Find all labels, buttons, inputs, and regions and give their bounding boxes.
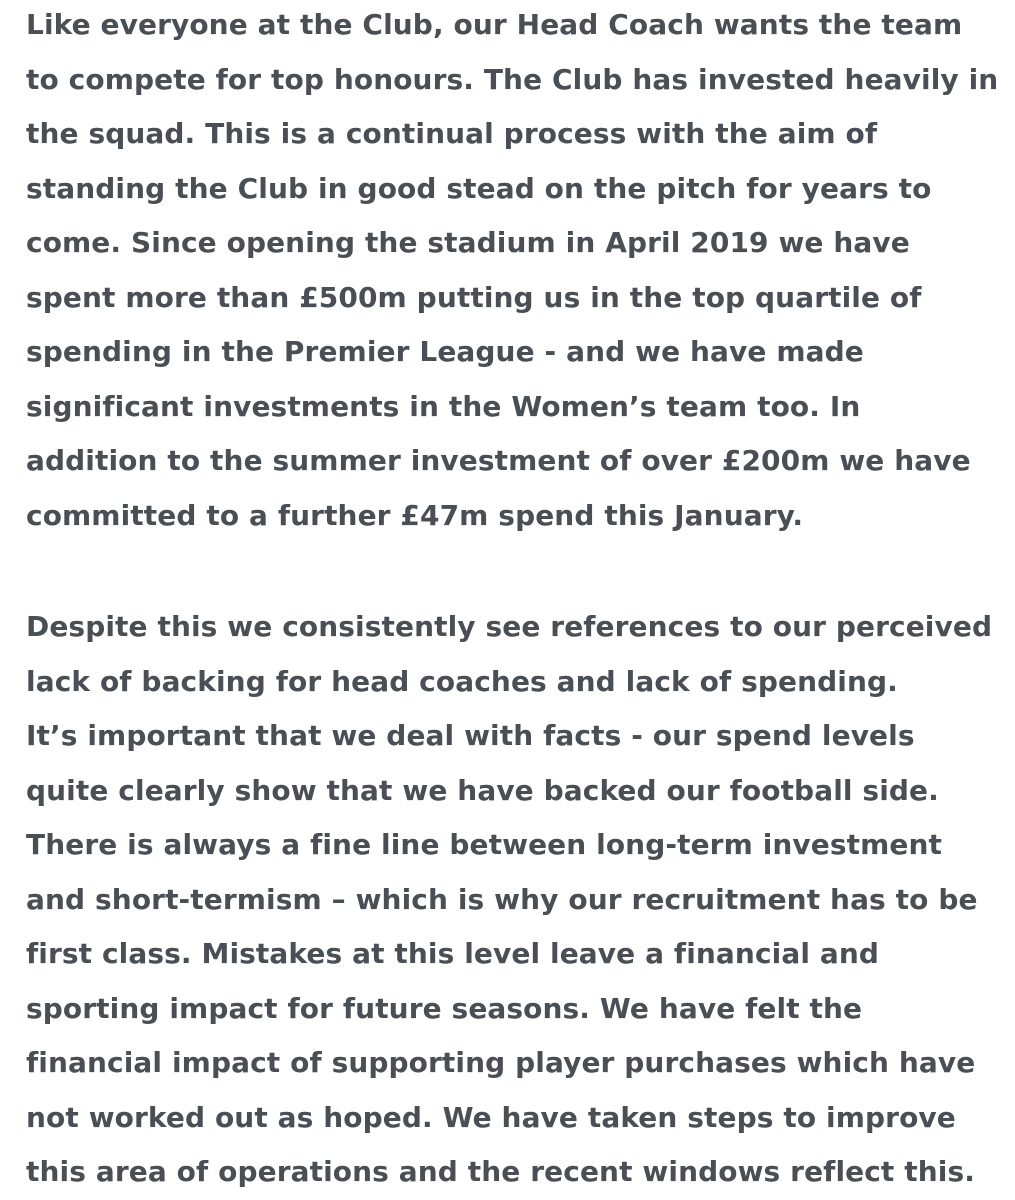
paragraph-spending-facts <box>26 600 1003 1200</box>
text-line: not worked out as hoped. We have taken steps to improve <box>26 1100 956 1134</box>
text-line: and short-termism – which is why our recruitment has to be <box>26 882 978 916</box>
text-line: There is always a fine line between long-term investment <box>26 828 942 861</box>
text-line: financial impact of supporting player purchases which have <box>26 1046 976 1079</box>
text-line: the squad. This is a continual process with the aim of <box>26 117 878 150</box>
text-line: first class. Mistakes at this level leave a financial and <box>26 937 880 970</box>
text-line: spending in the Premier League - and we have made <box>26 335 864 368</box>
text-line: It’s important that we deal with facts - our spend levels <box>26 719 915 752</box>
text-line: committed to a further £47m spend this January. <box>26 498 804 532</box>
text-line: lack of backing for head coaches and lack of spending. <box>26 664 898 698</box>
text-line: spent more than £500m putting us in the top quartile of <box>26 280 922 314</box>
text-line: to compete for top honours. The Club has invested heavily in <box>26 62 999 96</box>
text-line: addition to the summer investment of over £200m we have <box>26 444 971 477</box>
text-line: significant investments in the Women’s team too. In <box>26 389 861 423</box>
text-line: Despite this we consistently see references to our perceived <box>26 610 993 643</box>
text-line: sporting impact for future seasons. We have felt the <box>26 991 863 1025</box>
text-line: this area of operations and the recent windows reflect this. <box>26 1155 975 1188</box>
text-line: Like everyone at the Club, our Head Coach wants the team <box>26 8 963 41</box>
text-line: standing the Club in good stead on the pitch for years to <box>26 171 932 205</box>
text-line: quite clearly show that we have backed our football side. <box>26 773 939 807</box>
text-line: come. Since opening the stadium in April 2019 we have <box>26 226 910 259</box>
paragraph-investment <box>26 0 1003 543</box>
